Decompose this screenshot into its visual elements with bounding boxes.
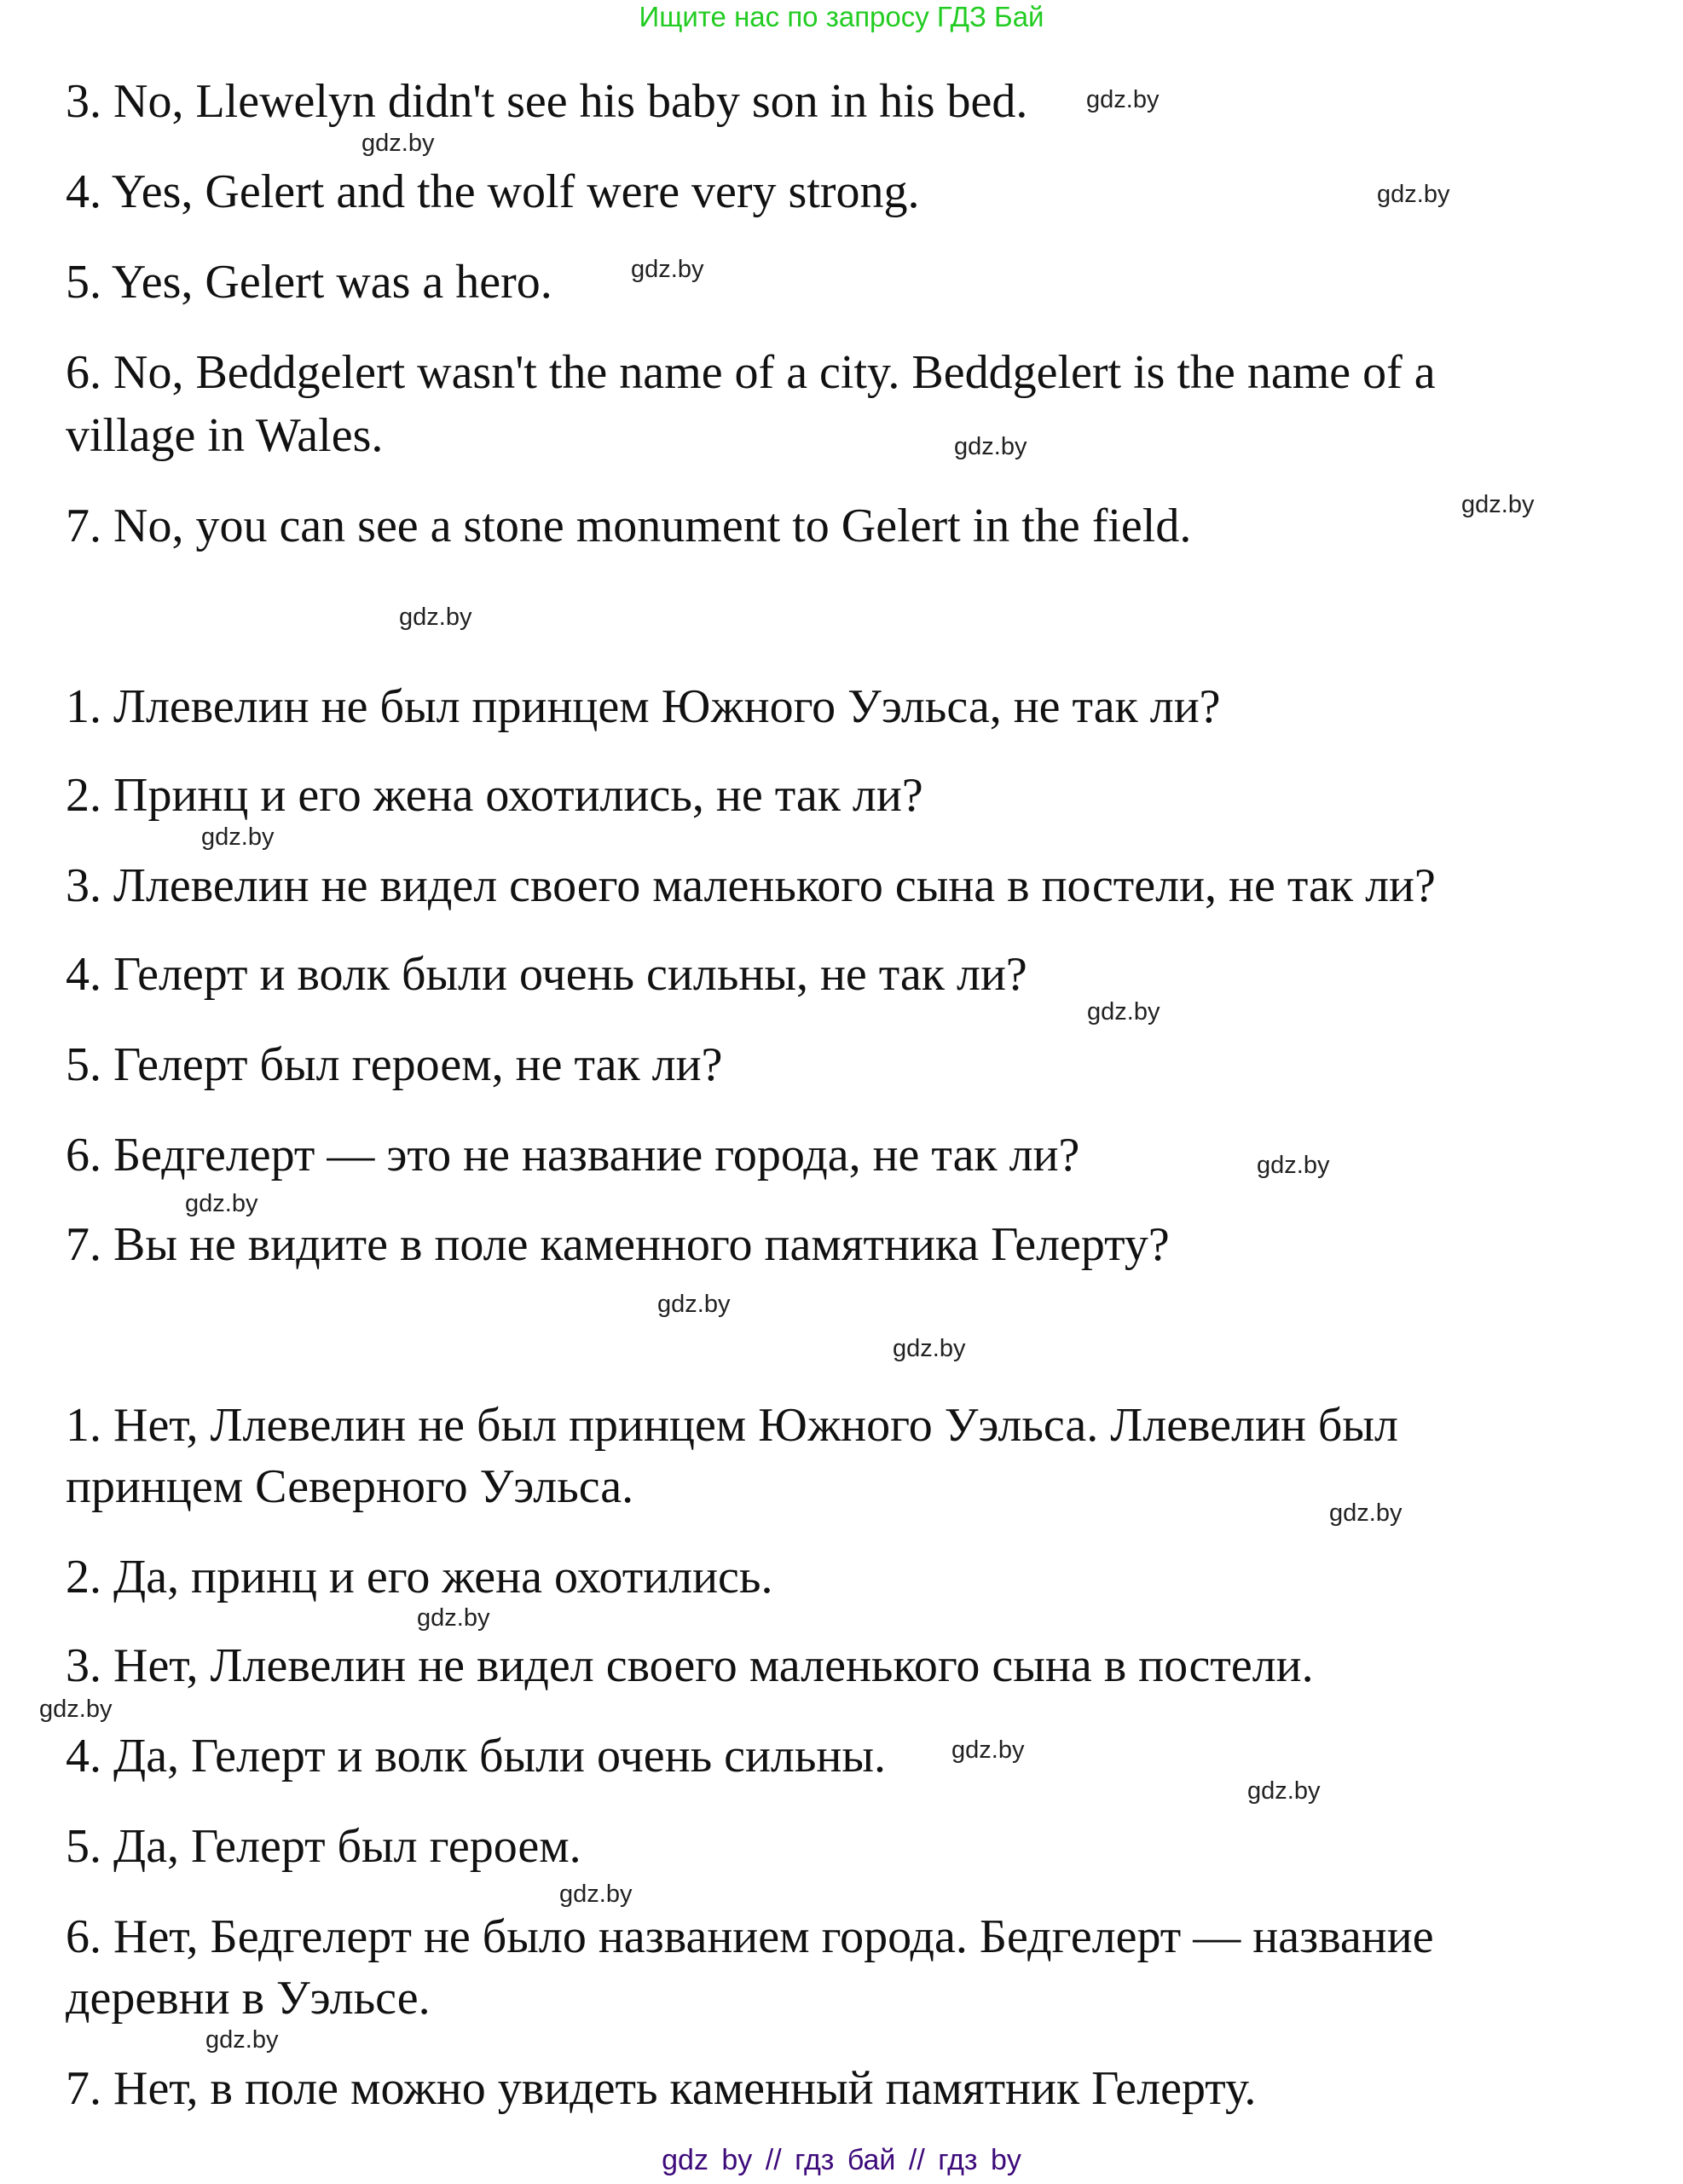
watermark: gdz.by [559, 1881, 633, 1908]
text-line: 7. Вы не видите в поле каменного памятника Гелерту? [66, 1218, 1170, 1271]
watermark: gdz.by [657, 1291, 731, 1318]
text-line: 2. Да, принц и его жена охотились. [66, 1551, 773, 1603]
watermark: gdz.by [1247, 1777, 1321, 1805]
text-line: 5. Гелерт был героем, не так ли? [66, 1038, 723, 1091]
watermark: gdz.by [205, 2026, 279, 2054]
text-line: деревни в Уэльсе. [66, 1972, 431, 2025]
watermark: gdz.by [1329, 1499, 1402, 1527]
text-line: 4. Yes, Gelert and the wolf were very strong. [66, 165, 920, 218]
text-line: 3. No, Llewelyn didn't see his baby son in his bed. [66, 75, 1028, 128]
text-line: 4. Да, Гелерт и волк были очень сильны. [66, 1730, 887, 1782]
watermark: gdz.by [201, 823, 275, 851]
watermark: gdz.by [631, 256, 704, 283]
text-line: 5. Да, Гелерт был героем. [66, 1820, 581, 1873]
text-line: принцем Северного Уэльса. [66, 1460, 634, 1513]
text-line: 7. No, you can see a stone monument to Gelert in the field. [66, 500, 1192, 552]
text-line: 6. Нет, Бедгелерт не было названием города. Бедгелерт — название [66, 1910, 1434, 1963]
text-line: 3. Нет, Ллевелин не видел своего маленького сына в постели. [66, 1639, 1314, 1692]
text-line: 1. Ллевелин не был принцем Южного Уэльса, не так ли? [66, 680, 1221, 733]
text-line: 6. Бедгелерт — это не название города, не так ли? [66, 1129, 1080, 1182]
text-line: village in Wales. [66, 409, 384, 462]
text-line: 6. No, Beddgelert wasn't the name of a city. Beddgelert is the name of a [66, 346, 1436, 399]
footer-links: gdz by // гдз бай // гдз by [662, 2144, 1021, 2176]
watermark: gdz.by [1086, 86, 1160, 113]
watermark: gdz.by [1377, 181, 1450, 208]
text-line: 5. Yes, Gelert was a hero. [66, 256, 552, 309]
text-line: 2. Принц и его жена охотились, не так ли? [66, 769, 923, 822]
watermark: gdz.by [1257, 1152, 1330, 1179]
header-search-hint: Ищите нас по запросу ГДЗ Бай [639, 1, 1044, 32]
text-line: 1. Нет, Ллевелин не был принцем Южного Уэльса. Ллевелин был [66, 1399, 1398, 1452]
text-line: 7. Нет, в поле можно увидеть каменный памятник Гелерту. [66, 2062, 1257, 2115]
watermark: gdz.by [39, 1696, 113, 1723]
watermark: gdz.by [399, 604, 472, 631]
watermark: gdz.by [1461, 491, 1535, 518]
watermark: gdz.by [185, 1190, 258, 1217]
text-line: 4. Гелерт и волк были очень сильны, не так ли? [66, 948, 1027, 1001]
watermark: gdz.by [1087, 998, 1160, 1026]
watermark: gdz.by [951, 1736, 1025, 1764]
watermark: gdz.by [954, 433, 1027, 460]
watermark: gdz.by [417, 1604, 490, 1632]
watermark: gdz.by [893, 1335, 966, 1362]
text-line: 3. Ллевелин не видел своего маленького сына в постели, не так ли? [66, 859, 1436, 912]
watermark: gdz.by [361, 130, 435, 157]
